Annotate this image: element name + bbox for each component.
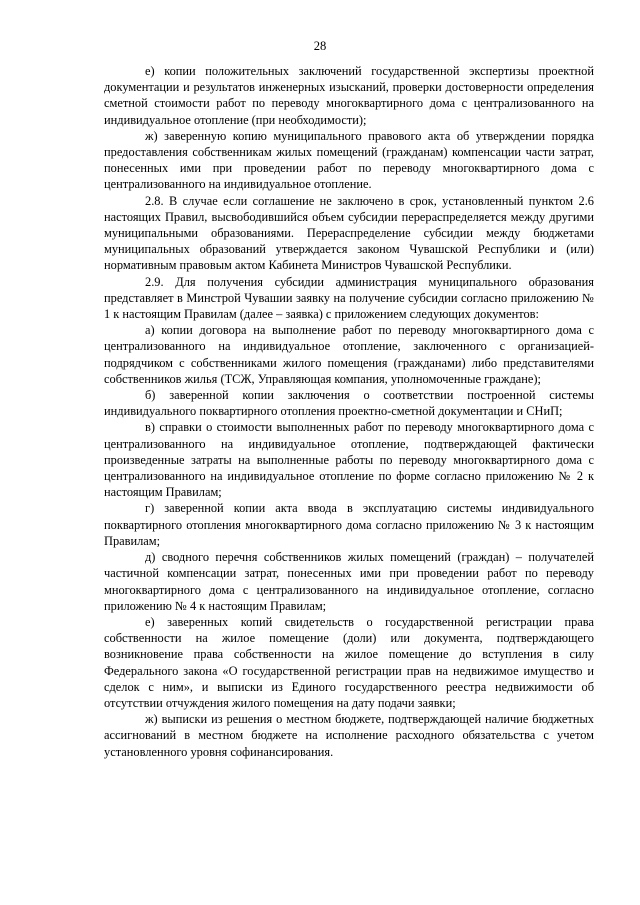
document-body xyxy=(104,63,594,760)
paragraph-e-expertise-copies: е) копии положительных заключений государственной экспертизы проектной документации и результатов инженерных изысканий, проверки достоверности определения сметной стоимости работ по переводу многоквартирного дома с централизованного на индивидуальное отопление (при необходимости); xyxy=(104,64,594,127)
paragraph-b-conclusion-copy: б) заверенной копии заключения о соответствии построенной системы индивидуального поквартирного отопления проектно-сметной документации и СНиП; xyxy=(104,388,594,419)
page-number: 28 xyxy=(313,39,327,53)
paragraph-e-ownership-certificates: е) заверенных копий свидетельств о государственной регистрации права собственности на жилое помещение (доли) или документа, подтверждающего возникновение права собственности на жилое помещение до вступления в силу Федерального закона «О государственной регистрации прав на недвижимое имущество и сделок с ним», и выписки из Единого государственного реестра недвижимости об отсутствии отчуждения жилого помещения на дату подачи заявки; xyxy=(104,614,594,710)
paragraph-2-8: 2.8. В случае если соглашение не заключено в срок, установленный пунктом 2.6 настоящих Правил, высвободившийся объем субсидии перераспределяется между другими муниципальными образованиями. Перераспределение субсидии между бюджетами муниципальных образований утверждается законом Чувашской Республики и (или) нормативным правовым актом Кабинета Министров Чувашской Республики. xyxy=(104,193,594,273)
paragraph-zh-municipal-act: ж) заверенную копию муниципального правового акта об утверждении порядка предоставления собственникам жилых помещений (гражданам) компенсации части затрат, понесенных ими при проведении работ по переводу многоквартирного дома с централизованного на индивидуальное отопление. xyxy=(104,128,594,192)
paragraph-2-9: 2.9. Для получения субсидии администрация муниципального образования представляет в Минстрой Чувашии заявку на получение субсидии согласно приложению № 1 к настоящим Правилам (далее – заявка) с приложением следующих документов: xyxy=(104,274,594,322)
paragraph-d-owners-list: д) сводного перечня собственников жилых помещений (граждан) – получателей частичной компенсации затрат, понесенных ими при проведении работ по переводу многоквартирного дома с централизованного на индивидуальное отопление, согласно приложению № 4 к настоящим Правилам; xyxy=(104,550,594,613)
paragraph-zh-budget-extract: ж) выписки из решения о местном бюджете, подтверждающей наличие бюджетных ассигнований в местном бюджете на исполнение расходного обязательства с учетом установленного уровня софинансирования. xyxy=(104,712,594,759)
paragraph-g-commissioning-act: г) заверенной копии акта ввода в эксплуатацию системы индивидуального поквартирного отопления многоквартирного дома согласно приложению № 3 к настоящим Правилам; xyxy=(104,501,594,548)
paragraph-a-contract-copies: а) копии договора на выполнение работ по переводу многоквартирного дома с централизованного на индивидуальное отопление, заключенного с организацией-подрядчиком с собственниками жилого помещения (гражданами) либо представителями собственников жилья (ТСЖ, Управляющая компания, уполномоченные граждане); xyxy=(104,323,594,386)
paragraph-v-cost-certificate: в) справки о стоимости выполненных работ по переводу многоквартирного дома с централизованного на индивидуальное отопление, подтверждающей фактически произведенные затраты на выполненные работы по переводу многоквартирного дома с централизованного на индивидуальное отопление по форме согласно приложению № 2 к настоящим Правилам; xyxy=(104,420,594,500)
